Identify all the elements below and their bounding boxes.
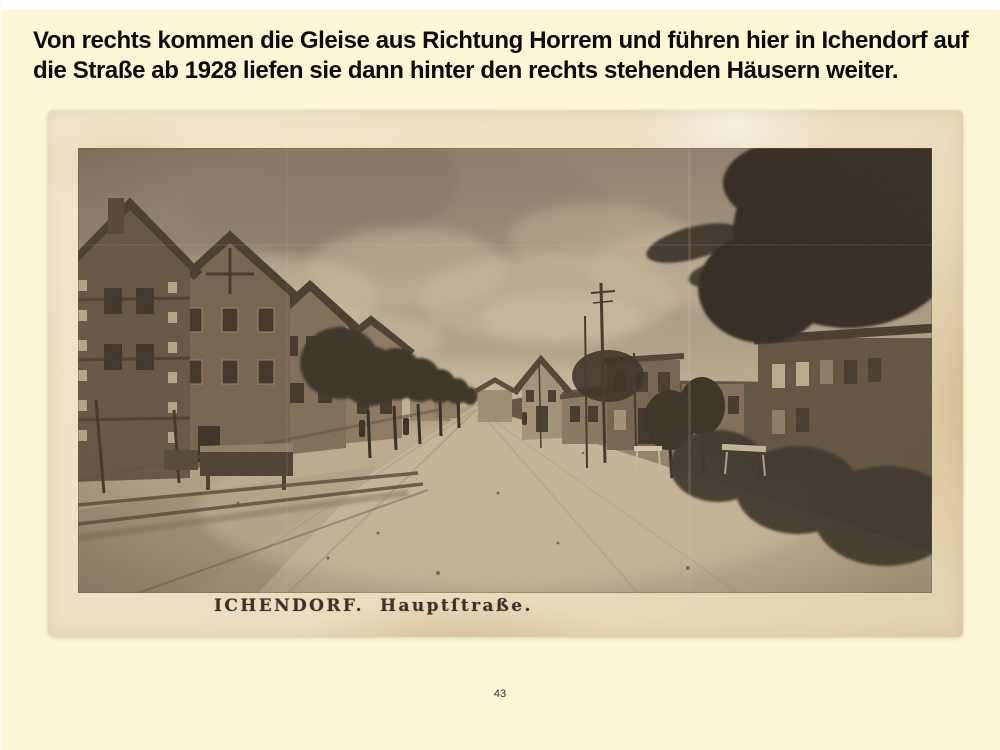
postcard-photo xyxy=(78,148,932,593)
scan-edge-left xyxy=(0,0,2,750)
heading-line-1: Von rechts kommen die Gleise aus Richtung Horrem und führen hier in Ichendorf auf xyxy=(33,27,969,54)
postcard xyxy=(48,110,963,637)
heading-text xyxy=(33,26,998,86)
scan-edge-top xyxy=(0,0,1000,10)
street-scene-image xyxy=(78,148,932,593)
heading-line-2: die Straße ab 1928 liefen sie dann hinter den rechts stehenden Häusern weiter. xyxy=(33,57,899,84)
page-number: 43 xyxy=(493,688,507,700)
caption-place: ICHENDORF. xyxy=(214,596,364,616)
caption-street: Hauptſtraße. xyxy=(380,596,533,616)
postcard-caption xyxy=(214,596,533,616)
photo-grain xyxy=(78,148,932,593)
